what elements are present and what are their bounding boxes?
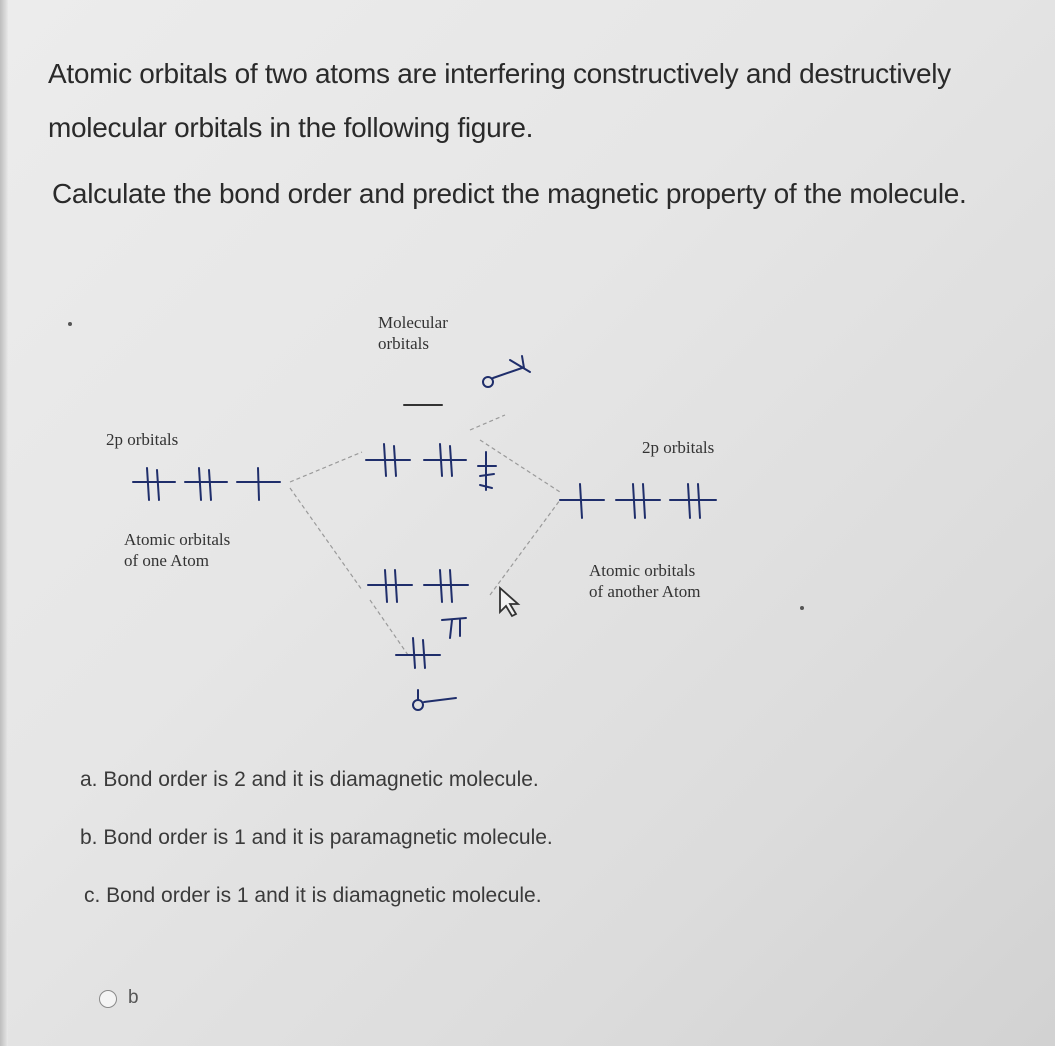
right-2p-label: 2p orbitals — [642, 438, 715, 457]
pi-annotation — [442, 618, 466, 638]
left-atom-label: Atomic orbitals of one Atom — [124, 530, 231, 570]
mouse-cursor-icon — [500, 588, 518, 616]
option-a[interactable]: a. Bond order is 2 and it is diamagnetic molecule. — [80, 768, 539, 791]
pi-star-annotation — [478, 452, 496, 490]
left-2p-label: 2p orbitals — [106, 430, 179, 449]
option-c[interactable]: c. Bond order is 1 and it is diamagnetic molecule. — [84, 884, 542, 907]
pi-star-levels — [366, 444, 466, 476]
question-text-line2: molecular orbitals in the following figure. — [48, 112, 534, 143]
screen-speck — [800, 606, 804, 610]
left-2p-orbitals — [133, 468, 280, 500]
sigma-level — [396, 638, 440, 668]
sigma-star-annotation — [483, 356, 530, 387]
pi-levels — [368, 570, 468, 602]
option-b[interactable]: b. Bond order is 1 and it is paramagnetic molecule. — [80, 826, 553, 849]
correlation-line — [290, 452, 362, 482]
correlation-line — [290, 488, 362, 590]
correlation-line — [490, 500, 560, 595]
screen-speck — [68, 322, 72, 326]
question-text-line1: Atomic orbitals of two atoms are interfering constructively and destructively — [48, 58, 951, 89]
correlation-line — [370, 600, 408, 655]
answer-radio-button[interactable] — [99, 990, 117, 1008]
question-prompt: Calculate the bond order and predict the magnetic property of the molecule. — [52, 178, 967, 209]
right-atom-label: Atomic orbitals of another Atom — [589, 561, 701, 601]
sigma-annotation — [413, 690, 456, 710]
correlation-line — [470, 415, 505, 430]
molecular-orbitals-label: Molecular orbitals — [378, 313, 448, 353]
right-2p-orbitals — [560, 484, 716, 518]
selected-answer-label: b — [128, 987, 139, 1008]
